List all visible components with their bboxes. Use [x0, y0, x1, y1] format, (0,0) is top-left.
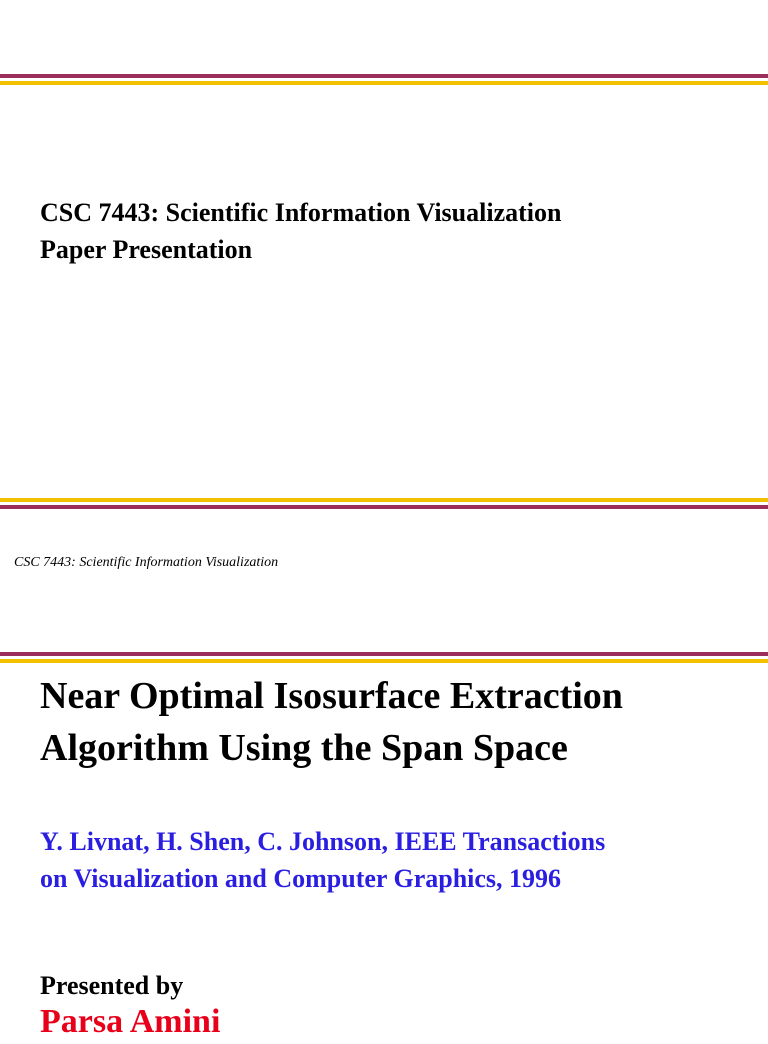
- slide1-bottom-rule: [0, 498, 768, 509]
- rule-maroon-band: [0, 505, 768, 509]
- slide1-top-rule: [0, 74, 768, 85]
- slide1-title: [40, 194, 561, 268]
- paper-citation: [40, 823, 605, 897]
- rule-gold-band: [0, 659, 768, 663]
- rule-gold-band: [0, 81, 768, 85]
- paper-title-line1: Near Optimal Isosurface Extraction: [40, 675, 623, 717]
- paper-title: [40, 670, 623, 774]
- slide2-top-rule: [0, 652, 768, 663]
- citation-line2: on Visualization and Computer Graphics, 1996: [40, 864, 562, 893]
- presented-by-label: Presented by: [40, 971, 184, 1000]
- slide-footer-course: CSC 7443: Scientific Information Visualization: [14, 555, 279, 570]
- slide1-title-line2: Paper Presentation: [40, 235, 253, 264]
- presenter-name: Parsa Amini: [40, 1003, 221, 1040]
- slide1-title-line1: CSC 7443: Scientific Information Visualization: [40, 198, 562, 227]
- citation-line1: Y. Livnat, H. Shen, C. Johnson, IEEE Transactions: [40, 827, 606, 856]
- paper-title-line2: Algorithm Using the Span Space: [40, 727, 568, 769]
